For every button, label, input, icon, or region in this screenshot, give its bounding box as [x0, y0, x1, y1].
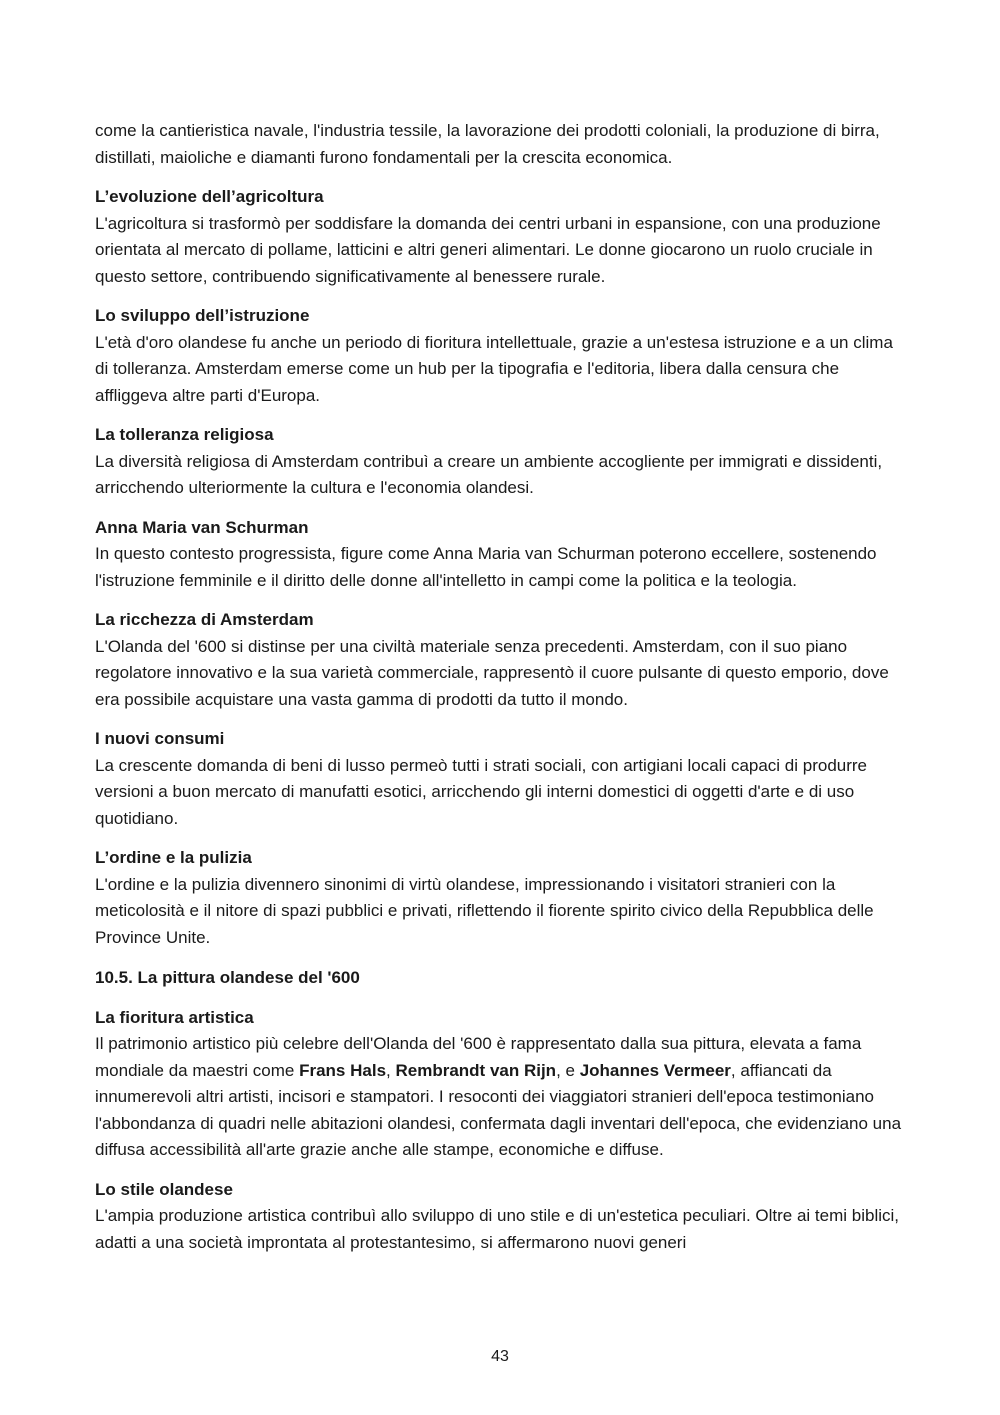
chapter-heading: 10.5. La pittura olandese del '600 — [95, 968, 360, 987]
section-paragraph: In questo contesto progressista, figure come Anna Maria van Schurman poterono eccellere, sostenendo l'istruzione femminile e il diritto delle donne all'intelletto in campi come la politica e la teologia. — [95, 544, 877, 590]
section-heading: La fioritura artistica — [95, 1007, 254, 1027]
painter-name-frans-hals: Frans Hals — [299, 1060, 387, 1080]
section-paragraph: L'ordine e la pulizia divennero sinonimi di virtù olandese, impressionando i visitatori stranieri con la meticolosità e il nitore di spazi pubblici e privati, riflettendo il fiorente spirito civico della Repubblica delle Province Unite. — [95, 874, 874, 947]
section-paragraph: L'età d'oro olandese fu anche un periodo di fioritura intellettuale, grazie a un'estesa istruzione e a un clima di tolleranza. Amsterdam emerse come un hub per la tipografia e l'editoria, libera dalla censura che affliggeva altre parti d'Europa. — [95, 332, 893, 405]
section-paragraph: La crescente domanda di beni di lusso permeò tutti i strati sociali, con artigiani locali capaci di produrre versioni a buon mercato di manufatti esotici, arricchendo gli interni domestici di oggetti d'arte e di uso quotidiano. — [95, 755, 868, 828]
text-span: , e — [556, 1060, 580, 1080]
page-number: 43 — [491, 1348, 509, 1365]
section-agricoltura — [95, 184, 910, 290]
text-span: , affiancati da innumerevoli altri artisti, incisori e stampatori. I resoconti dei viaggiatori stranieri dell'epoca testimoniano l'abbondanza di quadri nelle abitazioni olandesi, confermata dagli inventari dell'epoca, che evidenziano una diffusa accessibilità all'arte grazie anche alle stampe, economiche e diffuse. — [95, 1060, 902, 1159]
section-schurman — [95, 515, 910, 595]
section-paragraph: La diversità religiosa di Amsterdam contribuì a creare un ambiente accogliente per immigrati e dissidenti, arricchendo ulteriormente la cultura e l'economia olandesi. — [95, 451, 883, 497]
page-content — [95, 118, 910, 1256]
section-fioritura — [95, 1005, 910, 1164]
section-paragraph: L'Olanda del '600 si distinse per una civiltà materiale senza precedenti. Amsterdam, con il suo piano regolatore innovativo e la sua varietà commerciale, rappresentò il cuore pulsante di questo emporio, dove era possibile acquistare una vasta gamma di prodotti da tutto il mondo. — [95, 636, 889, 709]
section-consumi — [95, 726, 910, 832]
section-paragraph — [95, 1031, 910, 1164]
section-heading: L’evoluzione dell’agricoltura — [95, 187, 324, 206]
intro-paragraph: come la cantieristica navale, l'industria tessile, la lavorazione dei prodotti coloniali, la produzione di birra, distillati, maioliche e diamanti furono fondamentali per la crescita economica. — [95, 121, 880, 167]
intro-section — [95, 118, 910, 171]
section-heading: Lo sviluppo dell’istruzione — [95, 306, 310, 325]
section-istruzione — [95, 303, 910, 409]
section-stile — [95, 1177, 910, 1257]
section-heading: L’ordine e la pulizia — [95, 848, 252, 867]
text-span: Il patrimonio artistico più celebre dell'Olanda del '600 è rappresentato dalla sua pittura, elevata a fama mondiale da maestri come — [95, 1034, 862, 1080]
section-heading: I nuovi consumi — [95, 729, 225, 748]
painter-name-rembrandt: Rembrandt van Rijn — [395, 1060, 557, 1080]
section-heading: Anna Maria van Schurman — [95, 517, 309, 537]
section-ricchezza — [95, 607, 910, 713]
section-heading: La tolleranza religiosa — [95, 425, 274, 444]
painter-name-vermeer: Johannes Vermeer — [579, 1060, 731, 1080]
text-span: , — [386, 1060, 396, 1080]
section-paragraph: L'agricoltura si trasformò per soddisfare la domanda dei centri urbani in espansione, con una produzione orientata al mercato di pollame, latticini e altri generi alimentari. Le donne giocarono un ruolo cruciale in questo settore, contribuendo significativamente al benessere rurale. — [95, 213, 881, 286]
section-ordine — [95, 845, 910, 951]
section-tolleranza — [95, 422, 910, 502]
section-heading: Lo stile olandese — [95, 1179, 233, 1199]
section-heading: La ricchezza di Amsterdam — [95, 610, 314, 629]
section-paragraph: L'ampia produzione artistica contribuì allo sviluppo di uno stile e di un'estetica peculiari. Oltre ai temi biblici, adatti a una società improntata al protestantesimo, si affermarono nuovi generi — [95, 1206, 900, 1252]
